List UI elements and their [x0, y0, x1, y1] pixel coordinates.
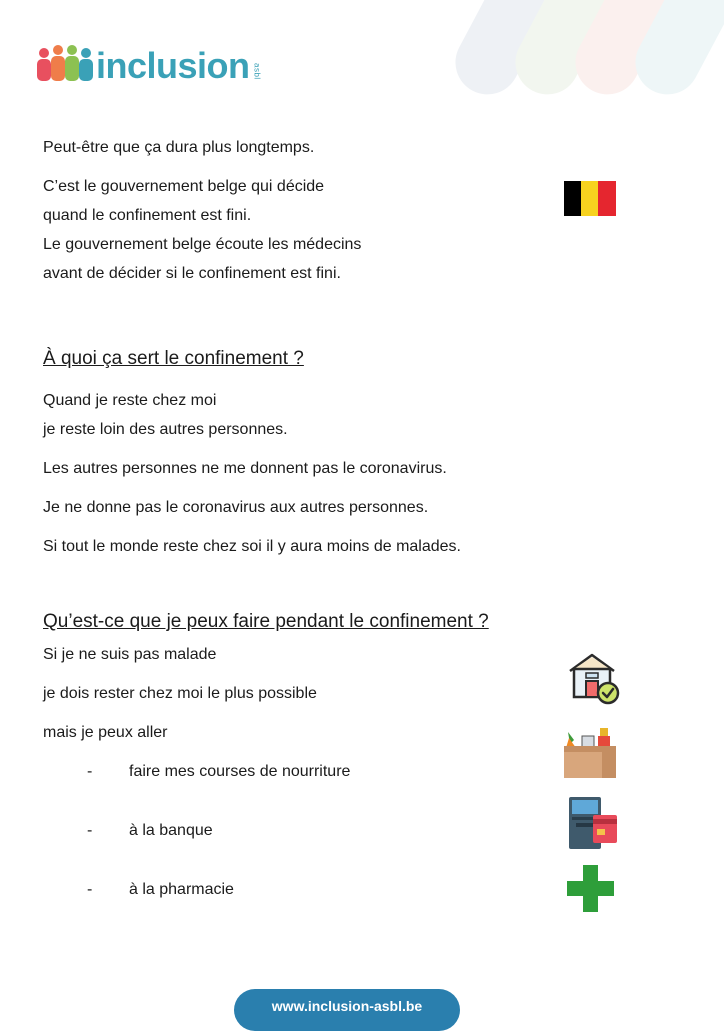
bullet-marker: - — [87, 822, 93, 839]
people-logo-icon — [34, 44, 94, 84]
paragraph-line: Les autres personnes ne me donnent pas le coronavirus. — [43, 460, 447, 477]
bullet-marker: - — [87, 763, 93, 780]
atm-card-icon — [567, 795, 619, 850]
paragraph-line: avant de décider si le confinement est fini. — [43, 265, 341, 282]
paragraph-line: C’est le gouvernement belge qui décide — [43, 178, 325, 195]
section-heading: À quoi ça sert le confinement ? — [43, 348, 304, 369]
list-item: à la banque — [129, 822, 213, 839]
belgium-flag-icon — [564, 181, 616, 216]
paragraph-line: mais je peux aller — [43, 724, 168, 741]
paragraph-line: Quand je reste chez moi — [43, 392, 217, 409]
logo-suffix: asbl — [252, 63, 262, 80]
paragraph-line: quand le confinement est fini. — [43, 207, 252, 224]
house-check-icon — [566, 651, 622, 705]
grocery-bag-icon — [562, 726, 618, 780]
website-link[interactable]: www.inclusion-asbl.be — [234, 989, 460, 1031]
paragraph-line: Si tout le monde reste chez soi il y aura moins de malades. — [43, 538, 461, 555]
logo-text: inclusion — [96, 45, 250, 86]
logo — [34, 44, 262, 84]
paragraph-line: Le gouvernement belge écoute les médecins — [43, 236, 362, 253]
paragraph-line: je reste loin des autres personnes. — [43, 421, 288, 438]
pharmacy-cross-icon — [567, 865, 614, 912]
section-heading: Qu’est-ce que je peux faire pendant le confinement ? — [43, 611, 489, 632]
paragraph-line: Si je ne suis pas malade — [43, 646, 217, 663]
bullet-marker: - — [87, 881, 93, 898]
paragraph-line: Je ne donne pas le coronavirus aux autres personnes. — [43, 499, 429, 516]
paragraph-line: Peut-être que ça dura plus longtemps. — [43, 139, 315, 156]
list-item: à la pharmacie — [129, 881, 234, 898]
paragraph-line: je dois rester chez moi le plus possible — [43, 685, 317, 702]
list-item: faire mes courses de nourriture — [129, 763, 351, 780]
